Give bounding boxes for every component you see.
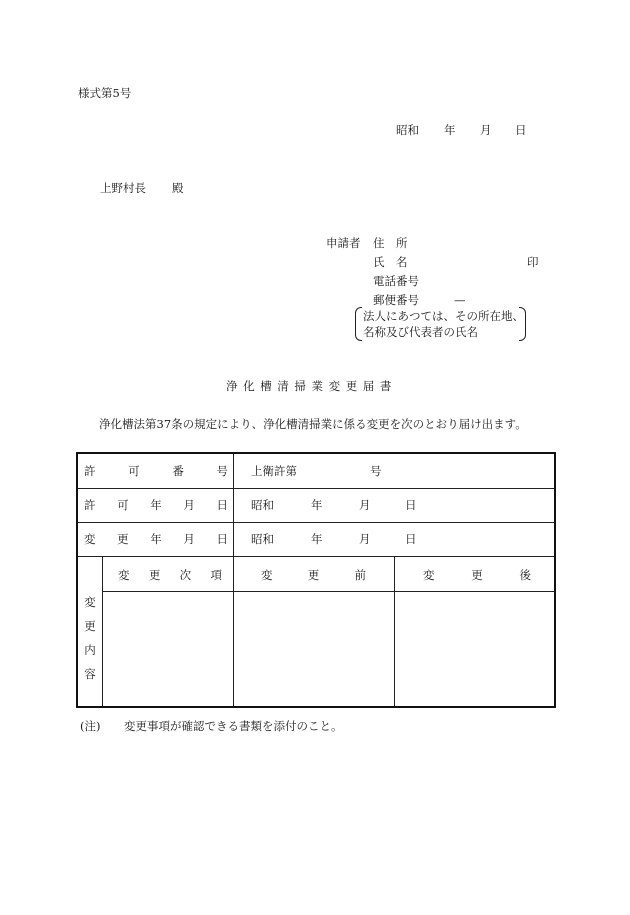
permit-date-year: 年: [311, 498, 323, 512]
postal-dash: —: [454, 293, 466, 307]
note-mark: (注): [80, 719, 101, 733]
seal-mark: 印: [527, 255, 539, 269]
form-table: [76, 452, 556, 708]
date-day: 日: [515, 123, 527, 137]
before-cell[interactable]: [234, 592, 393, 705]
date-month: 月: [480, 123, 492, 137]
document-title: 浄化槽清掃業変更届書: [226, 379, 397, 393]
permit-date-month: 月: [359, 498, 371, 512]
change-item-cell[interactable]: [103, 592, 232, 705]
permit-date-label: 許 可 年 月 日: [84, 498, 228, 512]
permit-number-prefix: 上衛許第: [251, 464, 297, 478]
corp-note-right-bracket: [519, 307, 526, 341]
phone-label: 電話番号: [373, 274, 419, 288]
after-cell[interactable]: [395, 592, 553, 705]
permit-number-suffix: 号: [370, 464, 382, 478]
corp-note-line1: 法人にあつては、その所在地、: [363, 309, 524, 323]
form-number: 様式第5号: [78, 86, 132, 100]
date-year: 年: [444, 123, 456, 137]
applicant-label: 申請者: [326, 236, 361, 250]
change-date-era: 昭和: [251, 532, 274, 546]
note-text: 変更事項が確認できる書類を添付のこと。: [124, 719, 343, 733]
change-content-label: 変 更 内 容: [84, 595, 96, 681]
addressee-honorific: 殿: [172, 181, 184, 195]
corp-note-left-bracket: [355, 307, 362, 341]
change-date-day: 日: [405, 532, 417, 546]
corp-note-line2: 名称及び代表者の氏名: [363, 325, 478, 339]
permit-date-day: 日: [405, 498, 417, 512]
body-text: 浄化槽法第37条の規定により、浄化槽清掃業に係る変更を次のとおり届け出ます。: [99, 417, 527, 431]
date-era: 昭和: [396, 123, 419, 137]
addressee-name: 上野村長: [100, 181, 146, 195]
col-change-item: 変 更 次 項: [118, 568, 222, 582]
name-label: 氏 名: [373, 255, 408, 269]
permit-date-era: 昭和: [251, 498, 274, 512]
change-date-year: 年: [311, 532, 323, 546]
col-before: 変 更 前: [261, 568, 366, 582]
permit-number-label: 許 可 番 号: [84, 464, 228, 478]
col-after: 変 更 後: [423, 568, 531, 582]
change-date-month: 月: [359, 532, 371, 546]
change-date-label: 変 更 年 月 日: [84, 532, 228, 546]
address-label: 住 所: [373, 236, 408, 250]
postal-label: 郵便番号: [373, 293, 419, 307]
